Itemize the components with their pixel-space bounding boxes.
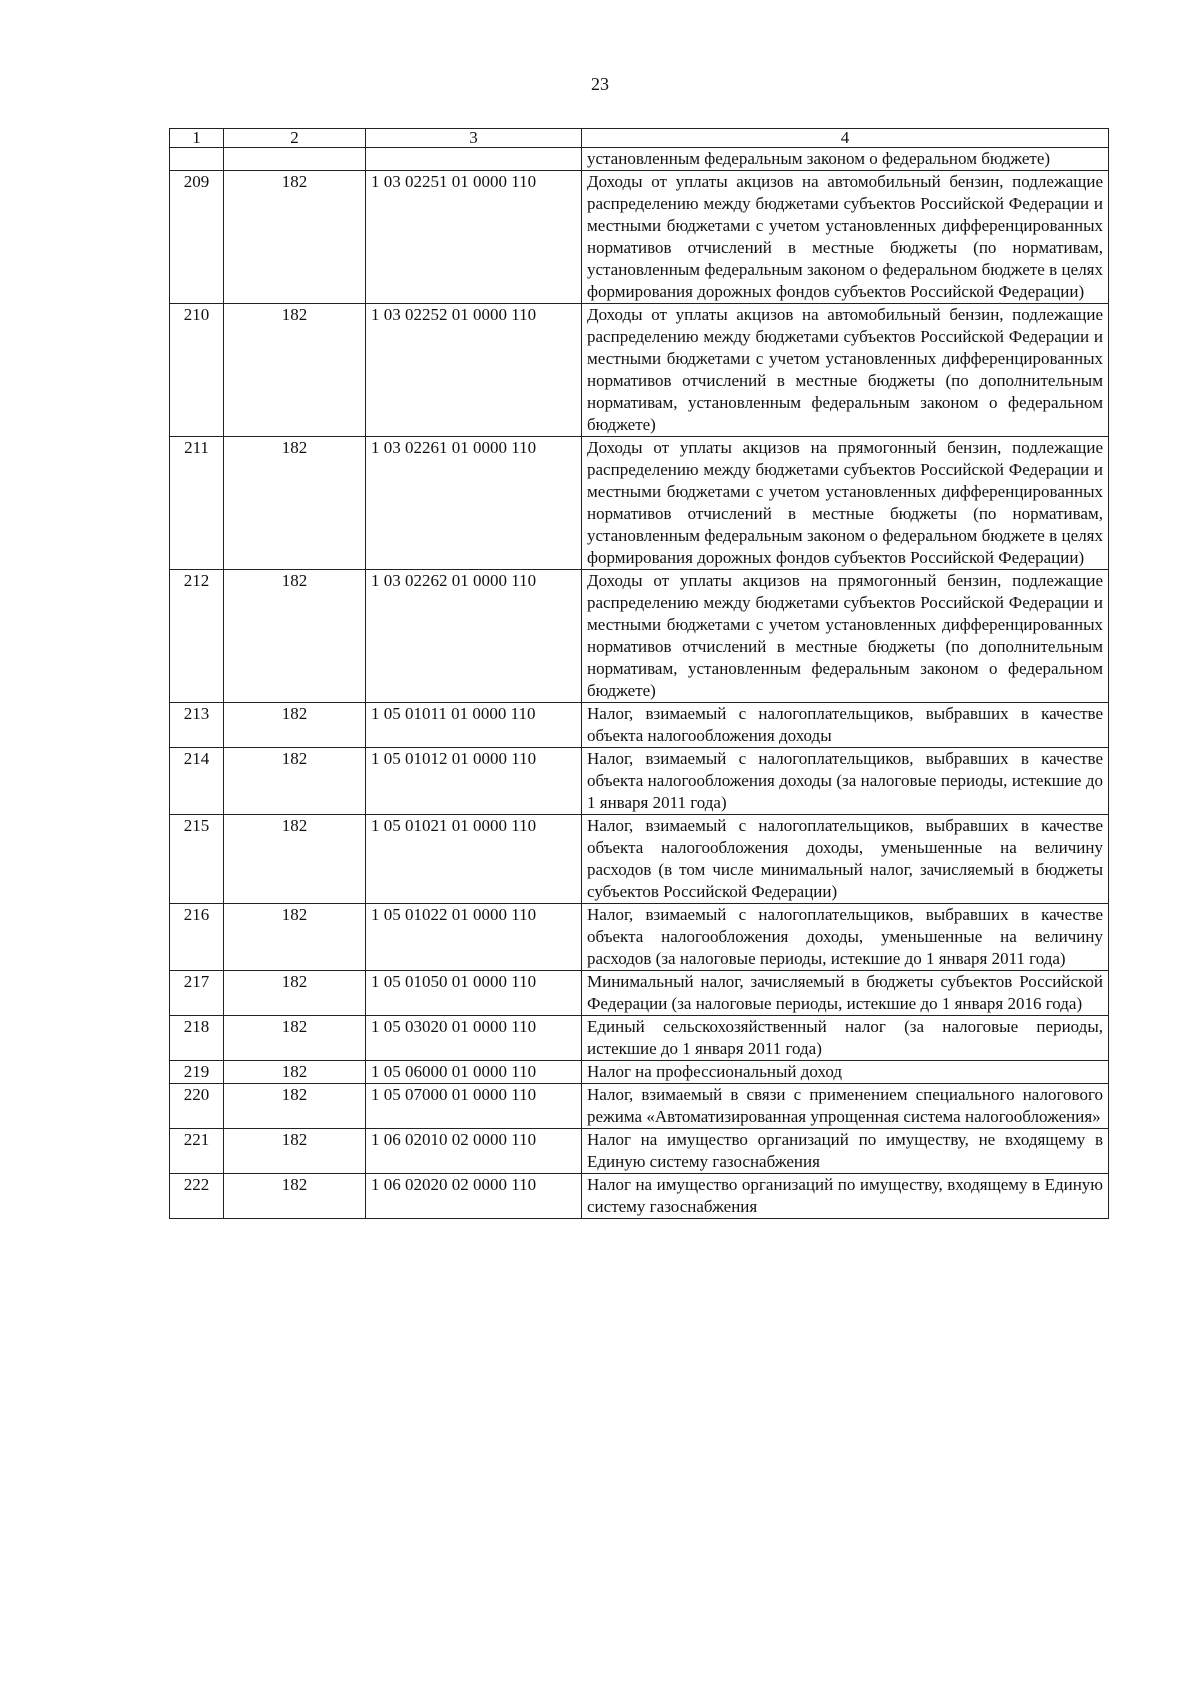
revenue-description: Налог, взимаемый в связи с применением специального налогового режима «Автоматизированная упрощенная система налогообложения»: [582, 1084, 1109, 1129]
revenue-description: установленным федеральным законом о федеральном бюджете): [582, 148, 1109, 171]
revenue-description: Налог на имущество организаций по имуществу, не входящему в Единую систему газоснабжения: [582, 1129, 1109, 1174]
admin-code: 182: [224, 1129, 366, 1174]
admin-code: 182: [224, 971, 366, 1016]
budget-code: 1 03 02252 01 0000 110: [366, 304, 582, 437]
admin-code: 182: [224, 703, 366, 748]
admin-code: 182: [224, 304, 366, 437]
revenue-description: Минимальный налог, зачисляемый в бюджеты субъектов Российской Федерации (за налоговые периоды, истекшие до 1 января 2016 года): [582, 971, 1109, 1016]
admin-code: 182: [224, 570, 366, 703]
revenue-description: Налог на профессиональный доход: [582, 1061, 1109, 1084]
budget-code: 1 05 06000 01 0000 110: [366, 1061, 582, 1084]
admin-code: 182: [224, 1061, 366, 1084]
budget-revenue-table: [169, 128, 1109, 1219]
header-col-1: 1: [170, 129, 224, 148]
table-row: [170, 570, 1109, 703]
header-col-2: 2: [224, 129, 366, 148]
budget-code: 1 05 01012 01 0000 110: [366, 748, 582, 815]
row-number: 217: [170, 971, 224, 1016]
header-row: [170, 129, 1109, 148]
revenue-description: Налог, взимаемый с налогоплательщиков, выбравших в качестве объекта налогообложения доходы, уменьшенные на величину расходов (в том числе минимальный налог, зачисляемый в бюджеты субъектов Российской Федерации): [582, 815, 1109, 904]
admin-code: 182: [224, 815, 366, 904]
table-row: [170, 1174, 1109, 1219]
row-number: 219: [170, 1061, 224, 1084]
header-col-3: 3: [366, 129, 582, 148]
page-number: 23: [591, 74, 609, 94]
revenue-description: Налог, взимаемый с налогоплательщиков, выбравших в качестве объекта налогообложения доходы, уменьшенные на величину расходов (за налоговые периоды, истекшие до 1 января 2011 года): [582, 904, 1109, 971]
revenue-description: Налог, взимаемый с налогоплательщиков, выбравших в качестве объекта налогообложения доходы (за налоговые периоды, истекшие до 1 января 2011 года): [582, 748, 1109, 815]
revenue-description: Доходы от уплаты акцизов на прямогонный бензин, подлежащие распределению между бюджетами субъектов Российской Федерации и местными бюджетами с учетом установленных дифференцированных нормативов отчислений в местные бюджеты (по нормативам, установленным федеральным законом о федеральном бюджете в целях формирования дорожных фондов субъектов Российской Федерации): [582, 437, 1109, 570]
admin-code: [224, 148, 366, 171]
budget-code: 1 05 01022 01 0000 110: [366, 904, 582, 971]
row-number: 210: [170, 304, 224, 437]
budget-code: 1 05 01011 01 0000 110: [366, 703, 582, 748]
row-number: 211: [170, 437, 224, 570]
row-number: 215: [170, 815, 224, 904]
revenue-description: Доходы от уплаты акцизов на прямогонный бензин, подлежащие распределению между бюджетами субъектов Российской Федерации и местными бюджетами с учетом установленных дифференцированных нормативов отчислений в местные бюджеты (по дополнительным нормативам, установленным федеральным законом о федеральном бюджете): [582, 570, 1109, 703]
table-row: [170, 904, 1109, 971]
budget-code: 1 03 02261 01 0000 110: [366, 437, 582, 570]
revenue-description: Доходы от уплаты акцизов на автомобильный бензин, подлежащие распределению между бюджетами субъектов Российской Федерации и местными бюджетами с учетом установленных дифференцированных нормативов отчислений в местные бюджеты (по нормативам, установленным федеральным законом о федеральном бюджете в целях формирования дорожных фондов субъектов Российской Федерации): [582, 171, 1109, 304]
row-number: 213: [170, 703, 224, 748]
table-row: [170, 815, 1109, 904]
budget-code: 1 05 01021 01 0000 110: [366, 815, 582, 904]
header-col-4: 4: [582, 129, 1109, 148]
table-row: [170, 437, 1109, 570]
row-number: 216: [170, 904, 224, 971]
admin-code: 182: [224, 1174, 366, 1219]
row-number: 221: [170, 1129, 224, 1174]
table-row: [170, 1129, 1109, 1174]
admin-code: 182: [224, 437, 366, 570]
budget-code: 1 03 02262 01 0000 110: [366, 570, 582, 703]
table-row: [170, 1061, 1109, 1084]
admin-code: 182: [224, 904, 366, 971]
budget-code: 1 06 02010 02 0000 110: [366, 1129, 582, 1174]
table-row: [170, 304, 1109, 437]
budget-code: [366, 148, 582, 171]
revenue-description: Доходы от уплаты акцизов на автомобильный бензин, подлежащие распределению между бюджетами субъектов Российской Федерации и местными бюджетами с учетом установленных дифференцированных нормативов отчислений в местные бюджеты (по дополнительным нормативам, установленным федеральным законом о федеральном бюджете): [582, 304, 1109, 437]
table-row: [170, 971, 1109, 1016]
revenue-description: Налог, взимаемый с налогоплательщиков, выбравших в качестве объекта налогообложения доходы: [582, 703, 1109, 748]
row-number: 214: [170, 748, 224, 815]
table-row: [170, 171, 1109, 304]
row-number: 212: [170, 570, 224, 703]
row-number: 218: [170, 1016, 224, 1061]
table-row: [170, 703, 1109, 748]
row-number: 220: [170, 1084, 224, 1129]
admin-code: 182: [224, 171, 366, 304]
row-number: [170, 148, 224, 171]
admin-code: 182: [224, 1084, 366, 1129]
budget-code: 1 05 03020 01 0000 110: [366, 1016, 582, 1061]
revenue-description: Налог на имущество организаций по имуществу, входящему в Единую систему газоснабжения: [582, 1174, 1109, 1219]
admin-code: 182: [224, 748, 366, 815]
table-row: [170, 748, 1109, 815]
budget-code: 1 05 01050 01 0000 110: [366, 971, 582, 1016]
revenue-description: Единый сельскохозяйственный налог (за налоговые периоды, истекшие до 1 января 2011 года): [582, 1016, 1109, 1061]
row-number: 222: [170, 1174, 224, 1219]
budget-code: 1 06 02020 02 0000 110: [366, 1174, 582, 1219]
budget-code: 1 03 02251 01 0000 110: [366, 171, 582, 304]
row-number: 209: [170, 171, 224, 304]
table-row: [170, 148, 1109, 171]
table-row: [170, 1016, 1109, 1061]
budget-code: 1 05 07000 01 0000 110: [366, 1084, 582, 1129]
admin-code: 182: [224, 1016, 366, 1061]
table-row: [170, 1084, 1109, 1129]
